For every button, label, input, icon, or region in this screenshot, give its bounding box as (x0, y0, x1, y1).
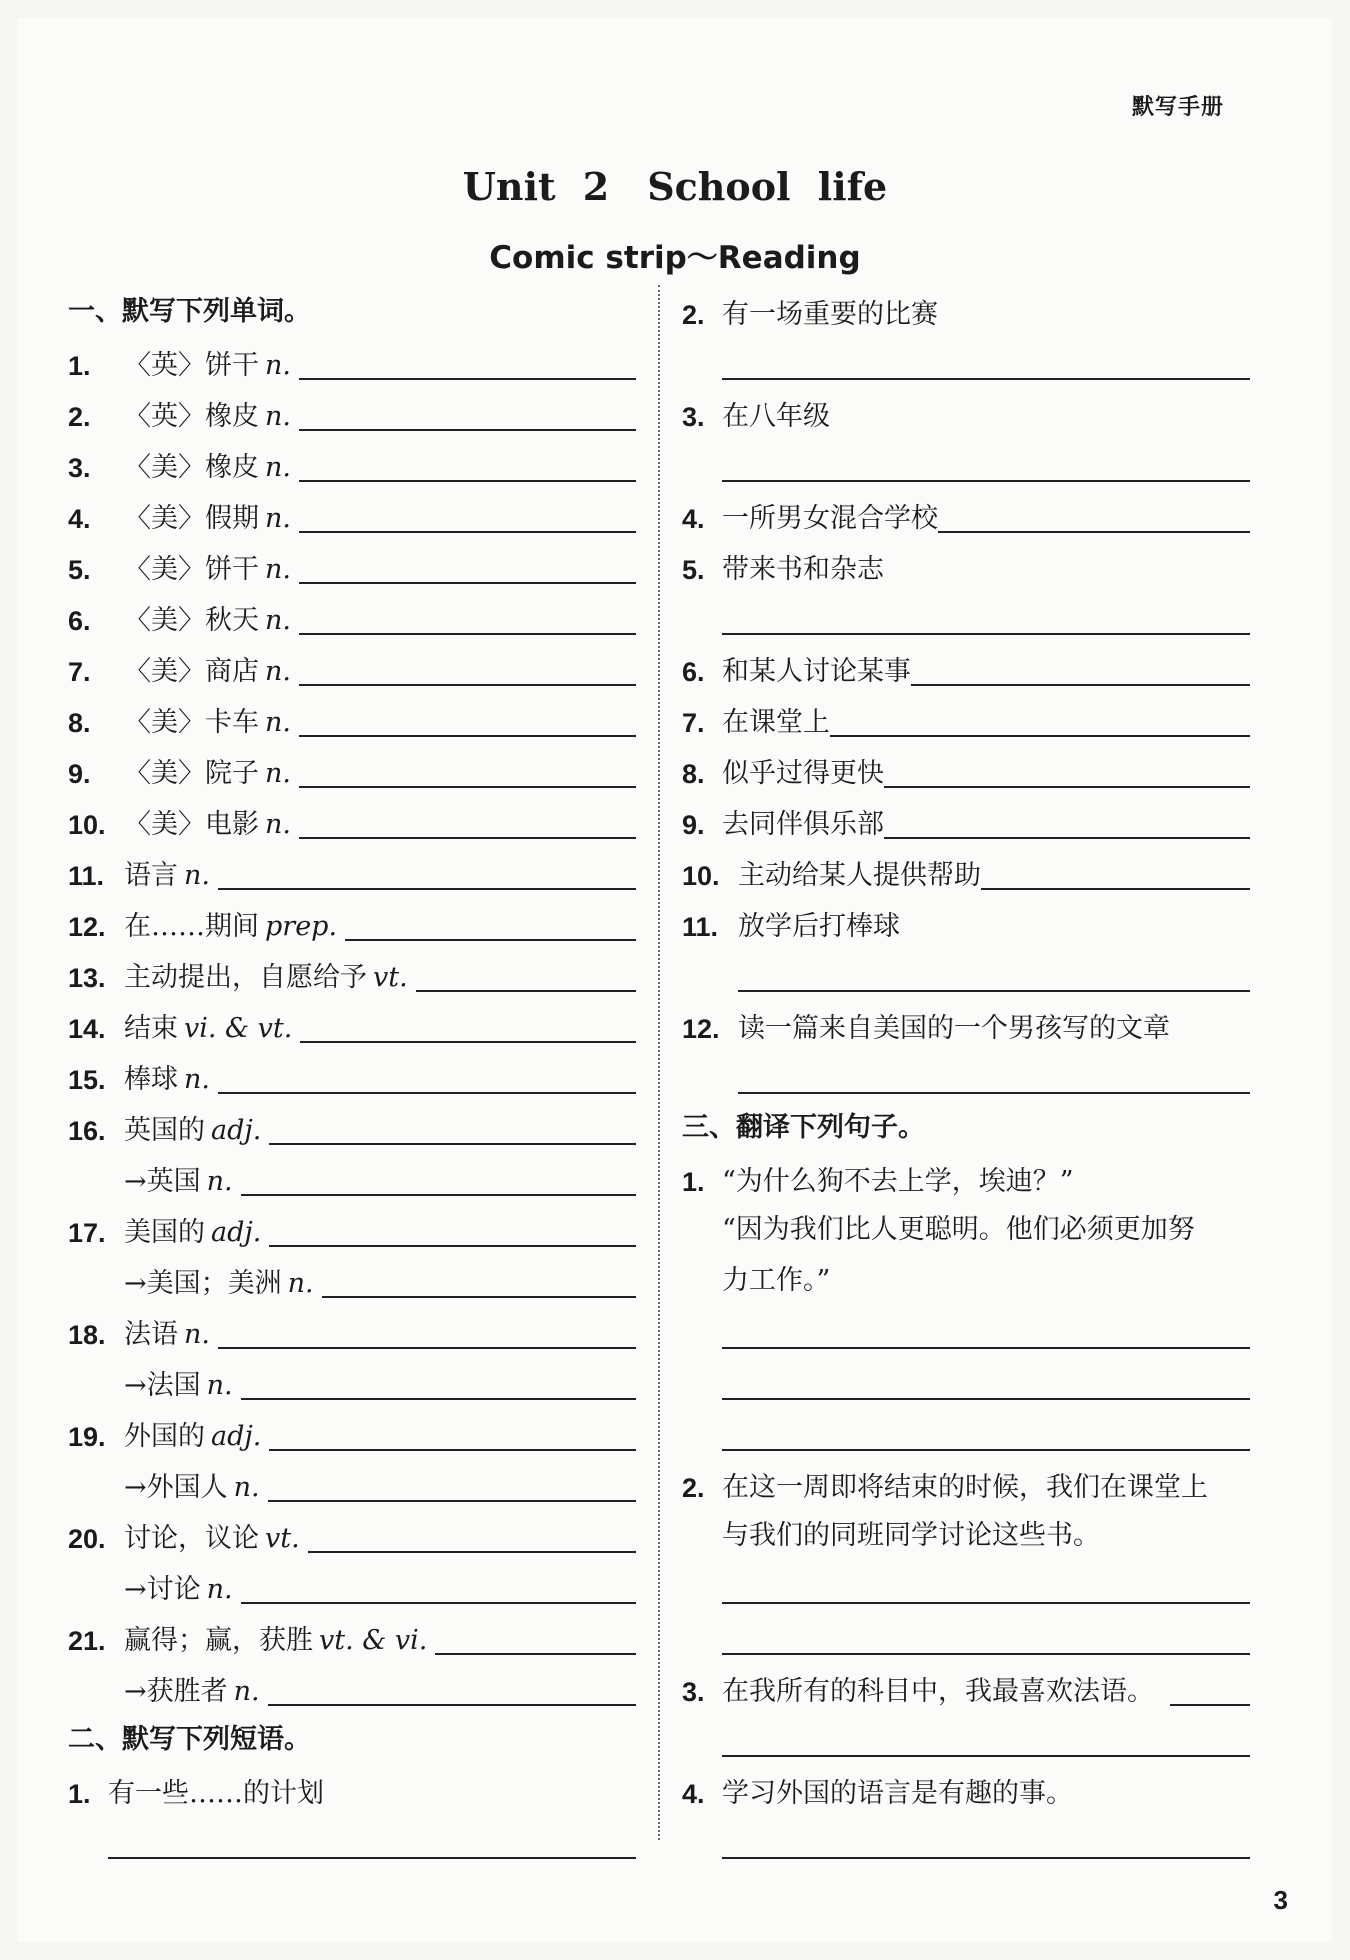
part-of-speech: n. (184, 1319, 210, 1350)
phrase-item (682, 388, 1250, 439)
item-number: 4. (682, 504, 705, 534)
word-item (68, 439, 636, 490)
sentence-item (682, 1663, 1250, 1714)
answer-blank[interactable] (241, 1193, 636, 1196)
answer-blank[interactable] (722, 632, 1250, 635)
item-prompt: 英国的 (124, 1115, 205, 1146)
word-item (68, 1255, 636, 1306)
phrase-item (682, 694, 1250, 745)
answer-blank[interactable] (300, 1040, 636, 1043)
phrase-item (68, 1765, 636, 1816)
item-number: 4. (68, 504, 91, 534)
part-of-speech: n. (184, 1064, 210, 1095)
word-item (68, 1102, 636, 1153)
answer-blank[interactable] (722, 1397, 1250, 1400)
phrase-item (682, 490, 1250, 541)
word-item (68, 1000, 636, 1051)
answer-blank[interactable] (268, 1499, 636, 1502)
answer-blank[interactable] (722, 1856, 1250, 1859)
item-number: 17. (68, 1218, 106, 1248)
item-number: 21. (68, 1626, 106, 1656)
phrase-answer-row (682, 949, 1250, 1000)
item-number: 20. (68, 1524, 106, 1554)
part-of-speech: adj. (211, 1115, 262, 1146)
word-item (68, 1663, 636, 1714)
answer-blank[interactable] (738, 989, 1250, 992)
part-of-speech: vt. (373, 962, 408, 993)
item-number: 14. (68, 1014, 106, 1044)
item-prompt: 放学后打棒球 (738, 911, 900, 942)
item-prompt: 有一些……的计划 (108, 1778, 324, 1809)
answer-blank[interactable] (938, 530, 1250, 533)
column-divider (658, 285, 660, 1840)
word-item (68, 1408, 636, 1459)
item-number: 2. (682, 300, 705, 330)
word-item (68, 1357, 636, 1408)
part-of-speech: vt. (265, 1523, 300, 1554)
item-prompt: 赢得；赢，获胜 (124, 1625, 313, 1656)
phrase-item (682, 745, 1250, 796)
part-of-speech: vi. & vt. (184, 1013, 293, 1044)
word-item (68, 1051, 636, 1102)
item-number: 15. (68, 1065, 106, 1095)
sentence-answer-row (682, 1306, 1250, 1357)
item-number: 10. (68, 810, 106, 840)
answer-blank[interactable] (1170, 1703, 1250, 1706)
item-prompt: 去同伴俱乐部 (722, 809, 884, 840)
sentence-answer-row (682, 1357, 1250, 1408)
part-of-speech: vt. & vi. (319, 1625, 428, 1656)
item-prompt: 主动提出，自愿给予 (124, 962, 367, 993)
part-of-speech: n. (265, 809, 291, 840)
item-number: 3. (68, 453, 91, 483)
item-prompt: →英国 (124, 1166, 201, 1197)
item-prompt: 在这一周即将结束的时候，我们在课堂上 (722, 1472, 1208, 1503)
part-of-speech: n. (265, 503, 291, 534)
answer-blank[interactable] (416, 989, 636, 992)
item-prompt: 法语 (124, 1319, 178, 1350)
item-prompt: →外国人 (124, 1472, 228, 1503)
item-prompt: 主动给某人提供帮助 (738, 860, 981, 891)
item-number: 13. (68, 963, 106, 993)
item-number: 8. (682, 759, 705, 789)
word-item (68, 1561, 636, 1612)
item-prompt: 语言 (124, 860, 178, 891)
item-number: 6. (68, 606, 91, 636)
answer-blank[interactable] (269, 1142, 636, 1145)
word-item (68, 1306, 636, 1357)
item-number: 12. (682, 1014, 720, 1044)
answer-blank[interactable] (722, 479, 1250, 482)
item-number: 9. (68, 759, 91, 789)
part-of-speech: prep. (265, 911, 338, 942)
part-of-speech: n. (287, 1268, 314, 1299)
answer-blank[interactable] (884, 836, 1250, 839)
part-of-speech: n. (265, 707, 291, 738)
item-prompt: 〈美〉卡车 (124, 707, 259, 738)
page-number: 3 (1273, 1885, 1288, 1915)
item-number: 5. (68, 555, 91, 585)
item-number: 3. (682, 402, 705, 432)
answer-blank[interactable] (218, 887, 636, 890)
item-number: 1. (68, 351, 91, 381)
sentence-answer-row (682, 1408, 1250, 1459)
item-prompt: →法国 (124, 1370, 201, 1401)
item-number: 19. (68, 1422, 106, 1452)
item-number: 6. (682, 657, 705, 687)
item-prompt: 〈美〉院子 (124, 758, 259, 789)
answer-blank[interactable] (299, 530, 636, 533)
word-item (68, 745, 636, 796)
sentence-answer-row (682, 1561, 1250, 1612)
section-title-sentences: 三、翻译下列句子。 (682, 1112, 925, 1143)
part-of-speech: adj. (211, 1421, 262, 1452)
item-prompt: 〈美〉秋天 (124, 605, 259, 636)
item-number: 3. (682, 1677, 705, 1707)
word-item (68, 490, 636, 541)
item-prompt: 学习外国的语言是有趣的事。 (722, 1778, 1073, 1809)
phrase-item (682, 1000, 1250, 1051)
item-prompt: 〈英〉饼干 (124, 350, 259, 381)
item-prompt: 〈美〉橡皮 (124, 452, 259, 483)
item-prompt: 结束 (124, 1013, 178, 1044)
answer-blank[interactable] (722, 1754, 1250, 1757)
item-prompt: 一所男女混合学校 (722, 503, 938, 534)
answer-blank[interactable] (981, 887, 1250, 890)
part-of-speech: n. (233, 1472, 260, 1503)
header-tag: 默写手册 (1131, 95, 1224, 120)
item-prompt: 外国的 (124, 1421, 205, 1452)
answer-blank[interactable] (345, 938, 636, 941)
answer-blank[interactable] (299, 734, 636, 737)
word-item (68, 796, 636, 847)
answer-blank[interactable] (308, 1550, 636, 1553)
item-number: 1. (68, 1779, 91, 1809)
answer-blank[interactable] (218, 1346, 636, 1349)
word-item (68, 388, 636, 439)
word-item (68, 949, 636, 1000)
word-item (68, 643, 636, 694)
part-of-speech: n. (265, 554, 291, 585)
item-prompt: 〈英〉橡皮 (124, 401, 259, 432)
part-of-speech: n. (265, 758, 291, 789)
answer-blank[interactable] (299, 836, 636, 839)
answer-blank[interactable] (722, 1652, 1250, 1655)
sentence-item (682, 1153, 1250, 1204)
item-prompt: 在八年级 (722, 401, 830, 432)
part-of-speech: n. (265, 350, 291, 381)
item-number: 7. (68, 657, 91, 687)
part-of-speech: n. (265, 605, 291, 636)
answer-blank[interactable] (722, 1346, 1250, 1349)
item-prompt: 〈美〉饼干 (124, 554, 259, 585)
word-item (68, 898, 636, 949)
item-prompt: “为什么狗不去上学，埃迪？” (722, 1166, 1074, 1197)
sentence-answer-row (682, 1816, 1250, 1867)
item-prompt: 带来书和杂志 (722, 554, 884, 585)
item-number: 11. (68, 861, 105, 891)
part-of-speech: n. (206, 1166, 233, 1197)
sentence-answer-row (682, 1714, 1250, 1765)
section-title-phrases: 二、默写下列短语。 (68, 1724, 311, 1755)
word-item (68, 1612, 636, 1663)
section-title-words: 一、默写下列单词。 (68, 296, 311, 327)
answer-blank[interactable] (738, 1091, 1250, 1094)
phrase-answer-row (682, 337, 1250, 388)
item-prompt: 有一场重要的比赛 (722, 299, 938, 330)
answer-blank[interactable] (322, 1295, 636, 1298)
answer-blank[interactable] (299, 581, 636, 584)
item-number: 7. (682, 708, 705, 738)
answer-blank[interactable] (268, 1703, 636, 1706)
item-prompt-continued: 力工作。” (722, 1265, 831, 1296)
item-prompt: 〈美〉商店 (124, 656, 259, 687)
answer-blank[interactable] (269, 1244, 636, 1247)
item-number: 9. (682, 810, 705, 840)
word-item (68, 592, 636, 643)
word-item (68, 847, 636, 898)
answer-blank[interactable] (299, 428, 636, 431)
item-prompt: 读一篇来自美国的一个男孩写的文章 (738, 1013, 1170, 1044)
left-column (68, 286, 636, 1867)
part-of-speech: n. (265, 452, 291, 483)
item-number: 5. (682, 555, 705, 585)
item-prompt: 〈美〉假期 (124, 503, 259, 534)
item-number: 2. (682, 1473, 705, 1503)
item-prompt: 似乎过得更快 (722, 758, 884, 789)
phrase-item (682, 643, 1250, 694)
answer-blank[interactable] (299, 479, 636, 482)
word-item (68, 1204, 636, 1255)
item-prompt: →美国；美洲 (124, 1268, 282, 1299)
word-item (68, 694, 636, 745)
part-of-speech: n. (206, 1370, 233, 1401)
sentence-item (682, 1459, 1250, 1510)
answer-blank[interactable] (299, 683, 636, 686)
item-number: 12. (68, 912, 106, 942)
phrase-answer-row (68, 1816, 636, 1867)
item-prompt: →讨论 (124, 1574, 201, 1605)
answer-blank[interactable] (299, 377, 636, 380)
part-of-speech: n. (206, 1574, 233, 1605)
part-of-speech: n. (265, 401, 291, 432)
item-number: 8. (68, 708, 91, 738)
answer-blank[interactable] (269, 1448, 636, 1451)
item-number: 10. (682, 861, 720, 891)
answer-blank[interactable] (241, 1397, 636, 1400)
sentence-item (682, 1765, 1250, 1816)
phrase-answer-row (682, 592, 1250, 643)
word-item (68, 1153, 636, 1204)
word-item (68, 337, 636, 388)
word-item (68, 1510, 636, 1561)
unit-title: Unit 2 School life (462, 164, 888, 209)
part-of-speech: n. (184, 860, 210, 891)
item-number: 16. (68, 1116, 106, 1146)
item-number: 18. (68, 1320, 106, 1350)
phrase-item (682, 796, 1250, 847)
answer-blank[interactable] (435, 1652, 636, 1655)
item-prompt: 棒球 (124, 1064, 178, 1095)
item-prompt: 在课堂上 (722, 707, 830, 738)
phrase-item (682, 541, 1250, 592)
lesson-subtitle: Comic strip～Reading (489, 240, 861, 276)
item-prompt: 在我所有的科目中，我最喜欢法语。 (722, 1676, 1154, 1707)
right-column (682, 286, 1250, 1867)
sentence-answer-row (682, 1612, 1250, 1663)
phrase-item (682, 286, 1250, 337)
item-number: 11. (682, 912, 719, 942)
item-number: 4. (682, 1779, 705, 1809)
item-prompt: 〈美〉电影 (124, 809, 259, 840)
answer-blank[interactable] (722, 1448, 1250, 1451)
answer-blank[interactable] (911, 683, 1250, 686)
part-of-speech: n. (233, 1676, 260, 1707)
phrase-item (682, 898, 1250, 949)
answer-blank[interactable] (218, 1091, 636, 1094)
answer-blank[interactable] (299, 785, 636, 788)
word-item (68, 541, 636, 592)
item-prompt: 和某人讨论某事 (722, 656, 911, 687)
item-prompt: 讨论，议论 (124, 1523, 259, 1554)
item-prompt: 在……期间 (124, 911, 259, 942)
phrase-item (682, 847, 1250, 898)
item-prompt-continued: “因为我们比人更聪明。他们必须更加努 (722, 1214, 1195, 1245)
answer-blank[interactable] (299, 632, 636, 635)
answer-blank[interactable] (884, 785, 1250, 788)
item-number: 1. (682, 1167, 705, 1197)
word-item (68, 1459, 636, 1510)
phrase-answer-row (682, 1051, 1250, 1102)
part-of-speech: n. (265, 656, 291, 687)
answer-blank[interactable] (241, 1601, 636, 1604)
part-of-speech: adj. (211, 1217, 262, 1248)
item-number: 2. (68, 402, 91, 432)
answer-blank[interactable] (108, 1856, 636, 1859)
answer-blank[interactable] (830, 734, 1250, 737)
item-prompt-continued: 与我们的同班同学讨论这些书。 (722, 1520, 1100, 1551)
item-prompt: 美国的 (124, 1217, 205, 1248)
answer-blank[interactable] (722, 1601, 1250, 1604)
phrase-answer-row (682, 439, 1250, 490)
item-prompt: →获胜者 (124, 1676, 228, 1707)
answer-blank[interactable] (722, 377, 1250, 380)
